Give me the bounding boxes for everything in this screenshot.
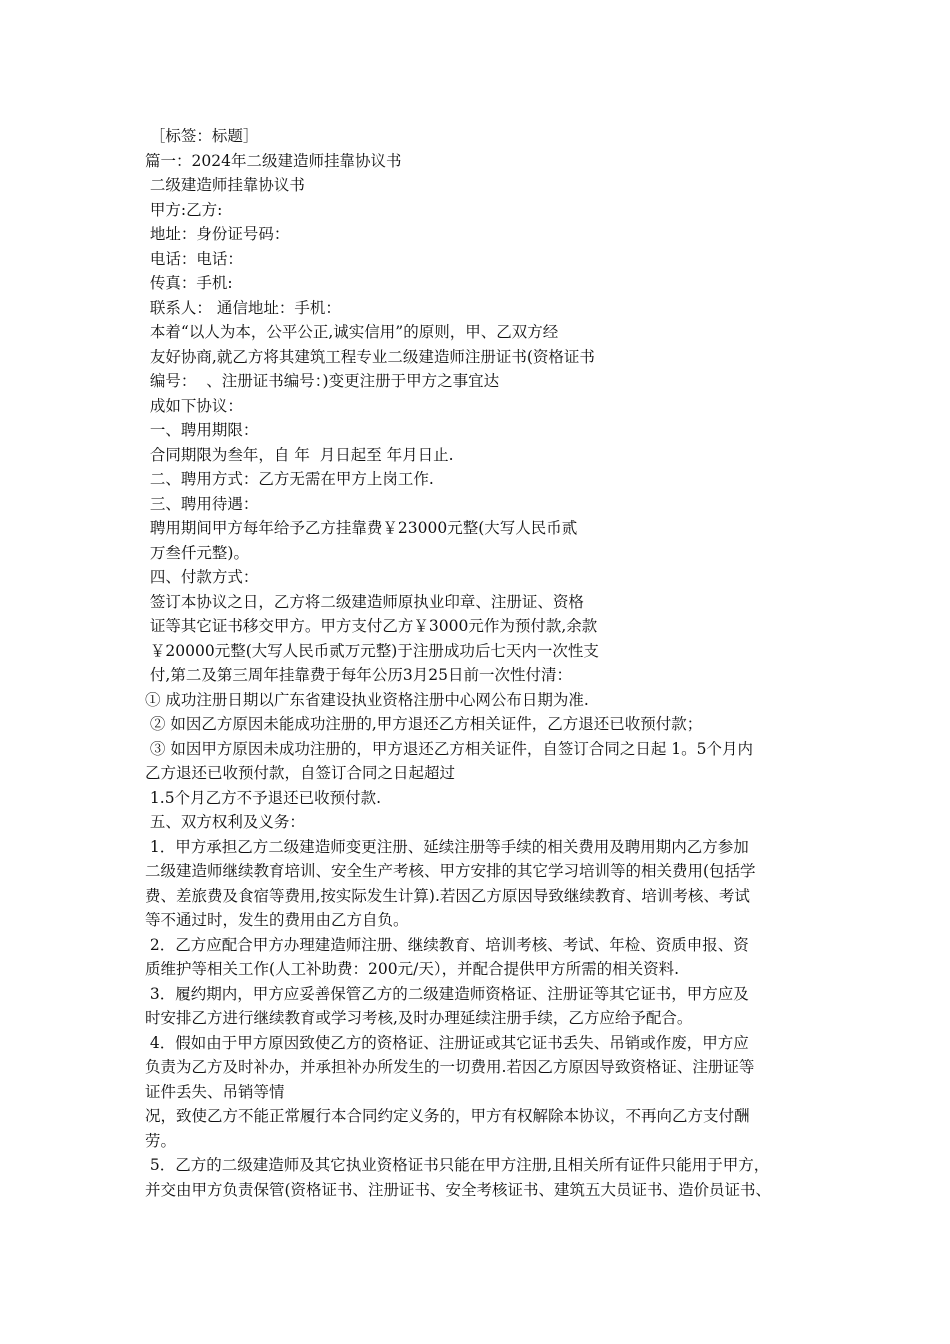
text-line: 成如下协议： [145, 396, 243, 415]
text-line: 传真：手机: [145, 274, 233, 292]
text-line: 证件丢失、吊销等情 [145, 1082, 285, 1101]
text-line: 甲方:乙方: [145, 200, 223, 219]
text-line: 劳。 [145, 1131, 177, 1150]
text-line: 1.5个月乙方不予退还已收预付款. [145, 788, 382, 807]
text-line: 5．乙方的二级建造师及其它执业资格证书只能在甲方注册,且相关所有证件只能用于甲方， [145, 1156, 770, 1174]
text-line: 聘用期间甲方每年给予乙方挂靠费￥23000元整(大写人民币贰 [145, 519, 578, 537]
text-line: 合同期限为叁年，自 年 月日起至 年月日止. [145, 445, 454, 464]
text-line: 证等其它证书移交甲方。甲方支付乙方￥3000元作为预付款,余款 [145, 617, 598, 635]
text-line: 等不通过时，发生的费用由乙方自负。 [145, 911, 409, 929]
text-line: 时安排乙方进行继续教育或学习考核,及时办理延续注册手续，乙方应给予配合。 [145, 1009, 693, 1027]
text-line: ［标签：标题］ [145, 127, 259, 145]
text-line: 友好协商,就乙方将其建筑工程专业二级建造师注册证书(资格证书 [145, 347, 595, 366]
text-line: 地址：身份证号码： [145, 225, 290, 243]
text-line: 乙方退还已收预付款，自签订合同之日起超过 [145, 764, 456, 782]
text-line: 质维护等相关工作(人工补助费：200元/天），并配合提供甲方所需的相关资料. [145, 960, 680, 978]
text-line: ￥20000元整(大写人民币贰万元整)于注册成功后七天内一次性支 [145, 641, 599, 660]
text-line: 本着“以人为本，公平公正,诚实信用”的原则，甲、乙双方经 [145, 323, 559, 341]
text-line: 付,第二及第三周年挂靠费于每年公历3月25日前一次性付清： [145, 666, 572, 684]
text-line: 2．乙方应配合甲方办理建造师注册、继续教育、培训考核、考试、年检、资质申报、资 [145, 935, 749, 954]
text-line: 编号： 、注册证书编号：)变更注册于甲方之事宜达 [145, 372, 500, 390]
text-line: 四、付款方式： [145, 568, 259, 586]
text-line: 二级建造师挂靠协议书 [145, 176, 305, 194]
text-line: 费、差旅费及食宿等费用,按实际发生计算).若因乙方原因导致继续教育、培训考核、考试 [145, 886, 750, 905]
text-line: 二级建造师继续教育培训、安全生产考核、甲方安排的其它学习培训等的相关费用(包括学 [145, 862, 756, 880]
text-line: 万叁仟元整)。 [145, 543, 249, 562]
text-line: 二、聘用方式：乙方无需在甲方上岗工作. [145, 470, 434, 488]
text-line: 联系人： 通信地址：手机： [145, 298, 341, 317]
text-line: 3．履约期内，甲方应妥善保管乙方的二级建造师资格证、注册证等其它证书，甲方应及 [145, 984, 749, 1003]
text-line: 况，致使乙方不能正常履行本合同约定义务的，甲方有权解除本协议，不再向乙方支付酬 [145, 1107, 750, 1125]
text-line: 负责为乙方及时补办，并承担补办所发生的一切费用.若因乙方原因导致资格证、注册证等 [145, 1058, 755, 1076]
text-line: ② 如因乙方原因未能成功注册的,甲方退还乙方相关证件，乙方退还已收预付款； [145, 715, 703, 733]
text-line: 篇一：2024年二级建造师挂靠协议书 [145, 151, 402, 170]
text-line: ① 成功注册日期以广东省建设执业资格注册中心网公布日期为准. [145, 690, 589, 709]
text-line: 一、聘用期限： [145, 421, 259, 439]
text-line: ③ 如因甲方原因未成功注册的，甲方退还乙方相关证件，自签订合同之日起 1。5个月内 [145, 739, 754, 758]
text-line: 三、聘用待遇： [145, 494, 259, 513]
text-line: 五、双方权利及义务： [145, 813, 305, 831]
text-line: 并交由甲方负责保管(资格证书、注册证书、安全考核证书、建筑五大员证书、造价员证书、 [145, 1180, 772, 1199]
text-line: 签订本协议之日，乙方将二级建造师原执业印章、注册证、资格 [145, 592, 584, 611]
document-body [145, 124, 815, 1202]
text-line: 电话：电话： [145, 249, 243, 268]
text-line: 1．甲方承担乙方二级建造师变更注册、延续注册等手续的相关费用及聘用期内乙方参加 [145, 837, 749, 856]
text-line: 4．假如由于甲方原因致使乙方的资格证、注册证或其它证书丢失、吊销或作废，甲方应 [145, 1033, 749, 1052]
